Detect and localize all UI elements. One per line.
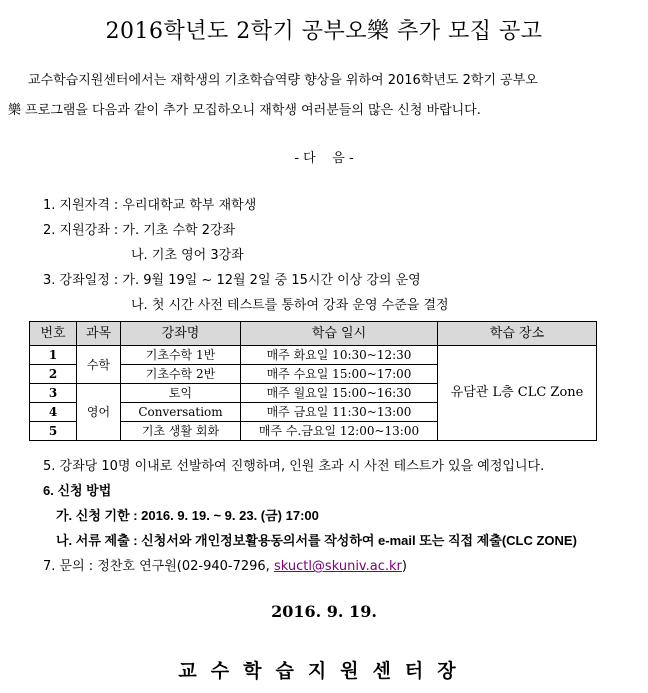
item-2-courses-b: 나. 기초 영어 3강좌 — [131, 248, 244, 263]
location-cell: 유담관 L층 CLC Zone — [438, 346, 597, 441]
time-cell: 매주 수.금요일 12:00~13:00 — [241, 422, 438, 441]
time-cell: 매주 수요일 15:00~17:00 — [241, 365, 438, 384]
header-subject: 과목 — [77, 322, 121, 346]
separator-heading: - 다 음 - — [294, 151, 354, 166]
item-1-eligibility: 1. 지원자격 : 우리대학교 학부 재학생 — [43, 198, 257, 213]
table-row — [30, 346, 597, 365]
course-cell: 기초 생활 회화 — [121, 422, 241, 441]
intro-line-1: 교수학습지원센터에서는 재학생의 기초학습역량 향상을 위하여 2016학년도 2학기 공부오 — [28, 73, 538, 88]
intro-line-2: 樂 프로그램을 다음과 같이 추가 모집하오니 재학생 여러분들의 많은 신청 바랍니다. — [8, 103, 481, 118]
header-location: 학습 장소 — [438, 322, 597, 346]
contact-email-link[interactable]: skuctl@skuniv.ac.kr — [273, 559, 402, 574]
intro-paragraph — [8, 66, 636, 126]
row-no: 4 — [30, 403, 77, 422]
header-no: 번호 — [30, 322, 77, 346]
item-2-courses-a: 2. 지원강좌 : 가. 기초 수학 2강좌 — [43, 223, 236, 238]
course-cell: 기초수학 2반 — [121, 365, 241, 384]
time-cell: 매주 금요일 11:30~13:00 — [241, 403, 438, 422]
time-cell: 매주 화요일 10:30~12:30 — [241, 346, 438, 365]
item-6-heading: 6. 신청 방법 — [43, 483, 112, 498]
item-7-contact — [43, 555, 407, 574]
header-course: 강좌명 — [121, 322, 241, 346]
subject-cell: 영어 — [77, 384, 121, 441]
course-cell: Conversatiom — [121, 403, 241, 422]
contact-suffix: ) — [401, 559, 407, 574]
row-no: 5 — [30, 422, 77, 441]
contact-prefix: 7. 문의 : 정찬호 연구원(02-940-7296, — [43, 559, 274, 574]
signature: 교수학습지원센터장 — [178, 660, 470, 682]
page-title: 2016학년도 2학기 공부오樂 추가 모집 공고 — [105, 19, 543, 44]
table-header-row — [30, 322, 597, 346]
item-6-submission: 나. 서류 제출 : 신청서와 개인정보활용동의서를 작성하여 e-mail 또는 직접 제출(CLC ZONE) — [56, 533, 577, 548]
row-no: 1 — [30, 346, 77, 365]
item-5-selection: 5. 강좌당 10명 이내로 선발하여 진행하며, 인원 초과 시 사전 테스트가 있을 예정입니다. — [43, 459, 545, 474]
subject-cell: 수학 — [77, 346, 121, 384]
item-3-schedule-a: 3. 강좌일정 : 가. 9월 19일 ~ 12월 2일 중 15시간 이상 강의 운영 — [43, 273, 421, 288]
row-no: 3 — [30, 384, 77, 403]
item-6-deadline: 가. 신청 기한 : 2016. 9. 19. ~ 9. 23. (금) 17:00 — [56, 508, 319, 523]
course-cell: 토익 — [121, 384, 241, 403]
item-3-schedule-b: 나. 첫 시간 사전 테스트를 통하여 강좌 운영 수준을 결정 — [131, 298, 449, 313]
announcement-date: 2016. 9. 19. — [271, 602, 377, 621]
row-no: 2 — [30, 365, 77, 384]
header-time: 학습 일시 — [241, 322, 438, 346]
course-cell: 기초수학 1반 — [121, 346, 241, 365]
time-cell: 매주 월요일 15:00~16:30 — [241, 384, 438, 403]
course-table — [29, 321, 597, 441]
